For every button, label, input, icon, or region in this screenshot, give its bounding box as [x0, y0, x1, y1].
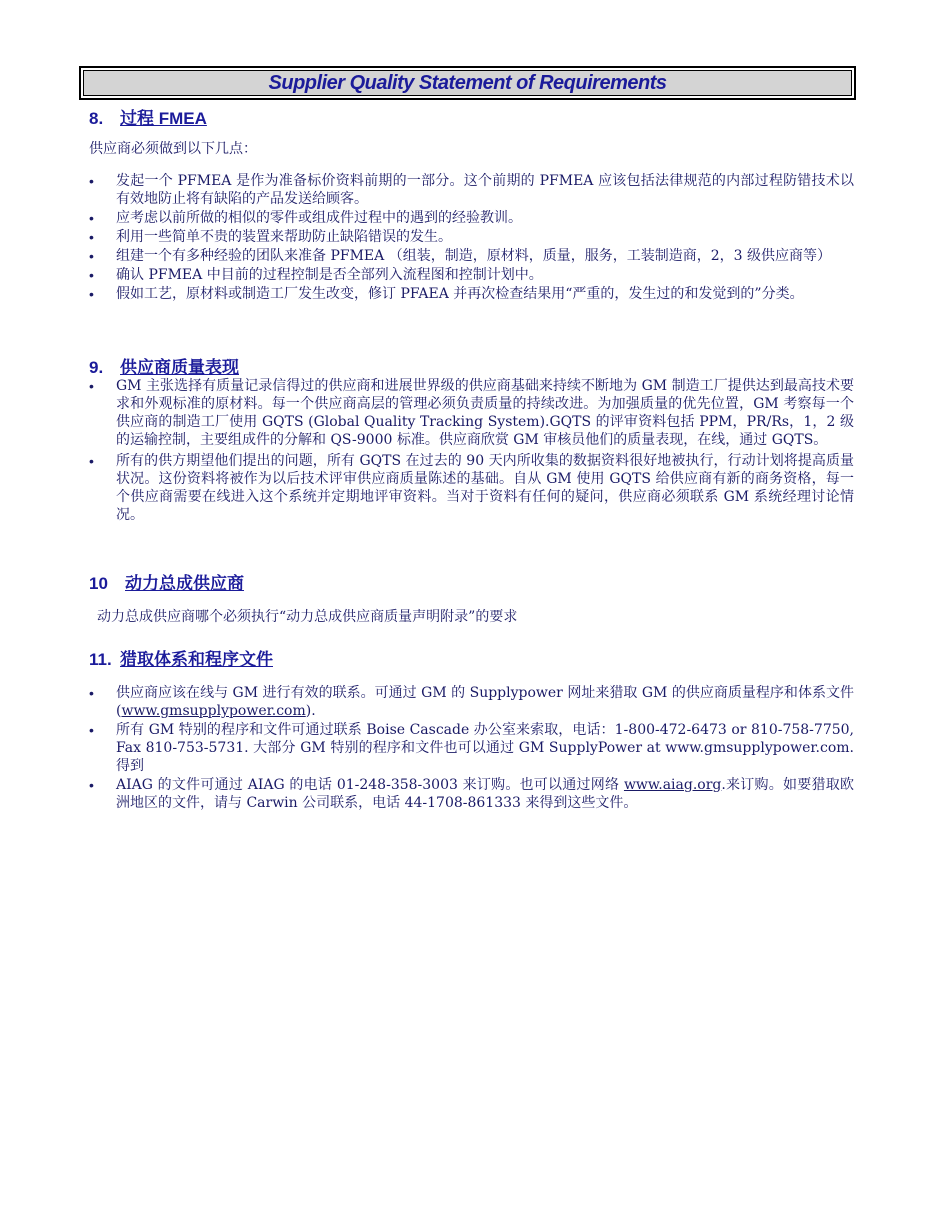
- section-9-heading: [89, 353, 239, 378]
- section-8-list: [89, 172, 854, 304]
- bullet-icon: •: [89, 777, 94, 793]
- section-10-title: 动力总成供应商: [125, 574, 244, 593]
- bullet-icon: •: [89, 453, 94, 469]
- bullet-icon: •: [89, 722, 94, 738]
- list-item: • 假如工艺，原材料或制造工厂发生改变，修订 PFAEA 并再次检查结果用“严重的，发生过的和发觉到的”分类。: [89, 286, 804, 302]
- section-10-text: 动力总成供应商哪个必须执行“动力总成供应商质量声明附录”的要求: [97, 609, 518, 625]
- document-title: Supplier Quality Statement of Requirements: [83, 70, 852, 96]
- section-8-number: 8.: [89, 109, 104, 128]
- list-item: • 组建一个有多种经验的团队来准备 PFMEA （组装，制造，原材料，质量，服务，工装制造商，2，3 级供应商等）: [89, 248, 831, 264]
- section-10-number: 10: [89, 574, 108, 593]
- section-8-heading: [89, 104, 207, 129]
- list-item: • 利用一些简单不贵的装置来帮助防止缺陷错误的发生。: [89, 229, 452, 245]
- section-9-number: 9.: [89, 358, 104, 377]
- gmsupplypower-link[interactable]: www.gmsupplypower.com: [121, 703, 306, 719]
- bullet-icon: •: [89, 229, 94, 245]
- bullet-icon: •: [89, 248, 94, 264]
- list-item: • GM 主张选择有质量记录信得过的供应商和进展世界级的供应商基础来持续不断地为 GM 制造工厂提供达到最高技术要求和外观标准的原材料。每一个供应商高层的管理必须负责质量的持续改进。为加强质量的优先位置，GM 考察每一个供应商的制造工厂使用 GQTS (Global Quality Tracking System).GQTS 的评审资料包括 PPM，PR/Rs，1，2 级的运输控制，主要组成件的分解和 QS-9000 标准。供应商欣赏 GM 审核员他们的质量表现，在线，通过 GQTS。: [89, 378, 854, 448]
- section-9-list: [89, 377, 854, 525]
- bullet-icon: •: [89, 378, 94, 394]
- section-10-heading: [89, 569, 244, 594]
- section-8-intro: 供应商必须做到以下几点：: [89, 141, 257, 157]
- section-11-title: 猎取体系和程序文件: [120, 650, 273, 669]
- section-11-heading: [89, 645, 273, 670]
- list-item: • 发起一个 PFMEA 是作为准备标价资料前期的一部分。这个前期的 PFMEA 应该包括法律规范的内部过程防错技术以有效地防止将有缺陷的产品发送给顾客。: [89, 173, 854, 207]
- bullet-icon: •: [89, 210, 94, 226]
- section-11-number: 11.: [89, 650, 112, 669]
- list-item: • AIAG 的文件可通过 AIAG 的电话 01-248-358-3003 来订购。也可以通过网络 www.aiag.org.来订购。如要猎取欧洲地区的文件，请与 Carwin 公司联系，电话 44-1708-861333 来得到这些文件。: [89, 777, 854, 811]
- bullet-icon: •: [89, 685, 94, 701]
- document-banner: [79, 66, 856, 100]
- bullet-icon: •: [89, 286, 94, 302]
- aiag-link[interactable]: www.aiag.org: [623, 777, 722, 793]
- list-item: • 所有的供方期望他们提出的问题，所有 GQTS 在过去的 90 天内所收集的数据资料很好地被执行，行动计划将提高质量状况。这份资料将被作为以后技术评审供应商质量陈述的基础。自从 GM 使用 GQTS 给供应商有新的商务资格，每一个供应商需要在线进入这个系统并定期地评审资料。当对于资料有任何的疑问，供应商必须联系 GM 系统经理讨论情况。: [89, 453, 854, 523]
- list-item: • 所有 GM 特别的程序和文件可通过联系 Boise Cascade 办公室来索取，电话：1-800-472-6473 or 810-758-7750, Fax 810-753-5731. 大部分 GM 特别的程序和文件也可以通过 GM SupplyPower at www.gmsupplypower.com.得到: [89, 722, 854, 774]
- list-item: • 供应商应该在线与 GM 进行有效的联系。可通过 GM 的 Supplypower 网址来猎取 GM 的供应商质量程序和体系文件(www.gmsupplypower.com).: [89, 685, 854, 719]
- bullet-icon: •: [89, 173, 94, 189]
- bullet-icon: •: [89, 267, 94, 283]
- list-item: • 应考虑以前所做的相似的零件或组成件过程中的遇到的经验教训。: [89, 210, 522, 226]
- list-item: • 确认 PFMEA 中目前的过程控制是否全部列入流程图和控制计划中。: [89, 267, 543, 283]
- section-9-title: 供应商质量表现: [120, 358, 239, 377]
- section-11-list: [89, 684, 854, 813]
- section-8-title: 过程 FMEA: [120, 109, 207, 128]
